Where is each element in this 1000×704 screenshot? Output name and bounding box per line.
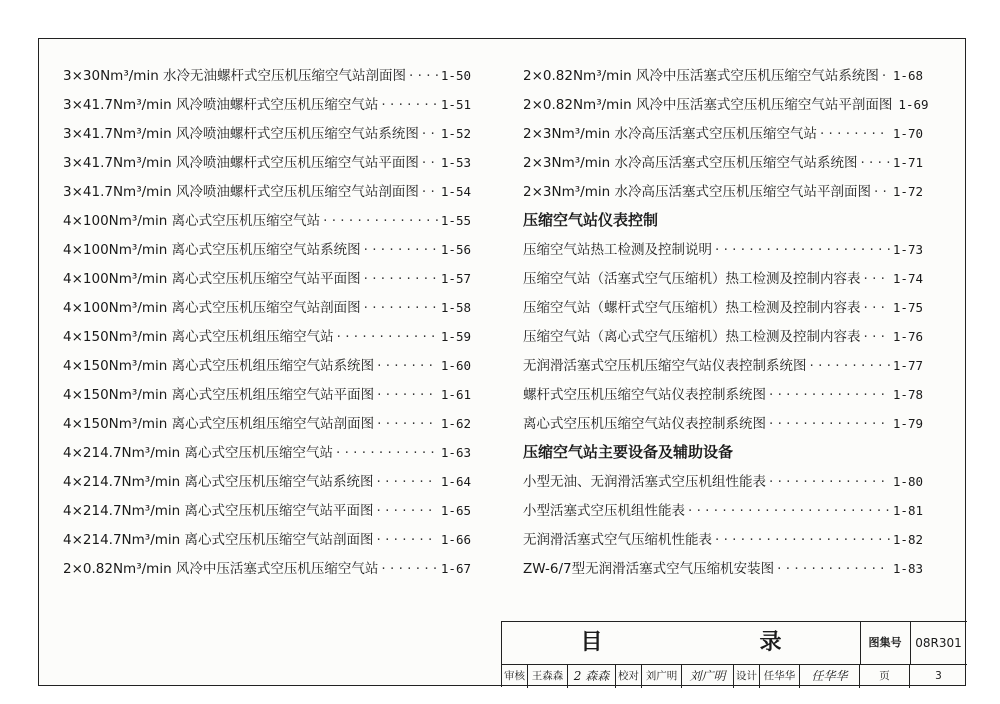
toc-entry-title: ZW-6/7型无润滑活塞式空气压缩机安装图 (523, 561, 775, 577)
toc-entry (63, 467, 471, 496)
dot-leader (820, 120, 890, 149)
toc-entry (63, 61, 471, 90)
title-block (501, 621, 967, 687)
toc-entry (523, 467, 923, 496)
check-label: 校对 (616, 664, 642, 688)
sheet-title-char-1: 目 (580, 630, 603, 655)
toc-entry-title: 离心式空压机压缩空气站仪表控制系统图 (523, 416, 766, 432)
toc-entry-page: 1-60 (440, 358, 471, 373)
toc-entry-page: 1-52 (440, 126, 471, 141)
toc-entry (523, 235, 923, 264)
dot-leader (810, 352, 890, 381)
toc-entry-title: 4×214.7Nm³/min 离心式空压机压缩空气站剖面图 (63, 532, 374, 548)
toc-entry (63, 264, 471, 293)
dot-leader (422, 149, 438, 178)
toc-entry-page: 1-73 (892, 242, 923, 257)
toc-entry (523, 525, 923, 554)
toc-entry-title: 3×41.7Nm³/min 风冷喷油螺杆式空压机压缩空气站 (63, 97, 379, 113)
page-value: 3 (935, 670, 942, 682)
toc-entry-page: 1-82 (892, 532, 923, 547)
toc-entry-page: 1-75 (892, 300, 923, 315)
dot-leader (688, 497, 890, 526)
toc-entry (63, 351, 471, 380)
toc-entry (63, 409, 471, 438)
dot-leader (364, 294, 438, 323)
toc-entry (523, 148, 923, 177)
toc-entry-page: 1-71 (892, 155, 923, 170)
toc-entry (523, 264, 923, 293)
dot-leader (381, 555, 437, 584)
toc-entry-page: 1-76 (892, 329, 923, 344)
toc-entry-page: 1-50 (440, 68, 471, 83)
dot-leader (874, 178, 890, 207)
toc-entry-title: 3×41.7Nm³/min 风冷喷油螺杆式空压机压缩空气站系统图 (63, 126, 419, 142)
atlas-number-value: 08R301 (915, 636, 962, 650)
toc-entry-title: 压缩空气站热工检测及控制说明 (523, 242, 712, 258)
dot-leader (377, 410, 438, 439)
dot-leader (422, 120, 438, 149)
toc-entry (523, 351, 923, 380)
toc-entry (523, 409, 923, 438)
toc-entry (523, 177, 923, 206)
dot-leader (364, 265, 438, 294)
dot-leader (377, 497, 438, 526)
toc-entry-title: 无润滑活塞式空压机压缩空气站仪表控制系统图 (523, 358, 807, 374)
toc-entry (63, 235, 471, 264)
signature-row (502, 664, 967, 688)
dot-leader (777, 555, 890, 584)
dot-leader (377, 526, 438, 555)
toc-entry-title: 4×150Nm³/min 离心式空压机组压缩空气站剖面图 (63, 416, 375, 432)
page-label: 页 (860, 664, 910, 688)
toc-entry-page: 1-68 (892, 68, 923, 83)
toc-entry-page: 1-78 (892, 387, 923, 402)
dot-leader (769, 468, 890, 497)
toc-entry (523, 322, 923, 351)
toc-entry-page: 1-62 (440, 416, 471, 431)
review-label: 审核 (502, 664, 528, 688)
dot-leader (864, 294, 890, 323)
title-block-top-row (502, 622, 967, 665)
toc-entry (63, 90, 471, 119)
toc-section-heading: 压缩空气站仪表控制 (523, 211, 659, 229)
toc-entry-title: 4×150Nm³/min 离心式空压机组压缩空气站平面图 (63, 387, 375, 403)
toc-entry-page: 1-66 (440, 532, 471, 547)
toc-entry-page: 1-70 (892, 126, 923, 141)
toc-entry (523, 293, 923, 322)
toc-entry-page: 1-65 (440, 503, 471, 518)
toc-left-column (63, 61, 471, 583)
dot-leader (715, 236, 890, 265)
toc-entry-title: 3×41.7Nm³/min 风冷喷油螺杆式空压机压缩空气站剖面图 (63, 184, 419, 200)
toc-entry-title: 无润滑活塞式空气压缩机性能表 (523, 532, 712, 548)
toc-entry-page: 1-57 (440, 271, 471, 286)
dot-leader (377, 468, 438, 497)
toc-entry-title: 4×150Nm³/min 离心式空压机组压缩空气站 (63, 329, 334, 345)
drawing-sheet (38, 38, 966, 686)
toc-entry (63, 119, 471, 148)
toc-entry (63, 525, 471, 554)
toc-entry-title: 小型无油、无润滑活塞式空压机组性能表 (523, 474, 766, 490)
toc-entry-title: 4×100Nm³/min 离心式空压机压缩空气站剖面图 (63, 300, 361, 316)
dot-leader (323, 207, 438, 236)
dot-leader (715, 526, 890, 555)
dot-leader (860, 149, 889, 178)
toc-entry (63, 554, 471, 583)
dot-leader (409, 62, 438, 91)
toc-entry-title: 螺杆式空压机压缩空气站仪表控制系统图 (523, 387, 766, 403)
toc-entry (63, 206, 471, 235)
toc-entry (523, 380, 923, 409)
toc-entry-page: 1-51 (440, 97, 471, 112)
dot-leader (864, 323, 890, 352)
toc-entry-title: 压缩空气站（活塞式空气压缩机）热工检测及控制内容表 (523, 271, 861, 287)
dot-leader (377, 381, 438, 410)
toc-entry (523, 119, 923, 148)
toc-entry-page: 1-64 (440, 474, 471, 489)
sheet-title-char-2: 录 (759, 630, 782, 655)
dot-leader (769, 410, 890, 439)
toc-entry (63, 438, 471, 467)
toc-entry-title: 4×214.7Nm³/min 离心式空压机压缩空气站 (63, 445, 334, 461)
toc-entry-page: 1-80 (892, 474, 923, 489)
atlas-number-label: 图集号 (860, 622, 911, 664)
toc-entry-title: 4×214.7Nm³/min 离心式空压机压缩空气站系统图 (63, 474, 374, 490)
toc-entry (63, 496, 471, 525)
toc-entry-title: 2×0.82Nm³/min 风冷中压活塞式空压机压缩空气站 (63, 561, 379, 577)
toc-entry-page: 1-55 (440, 213, 471, 228)
toc-entry (523, 496, 923, 525)
toc-entry-title: 4×214.7Nm³/min 离心式空压机压缩空气站平面图 (63, 503, 374, 519)
toc-entry-page: 1-56 (440, 242, 471, 257)
toc-entry (63, 293, 471, 322)
toc-entry-title: 2×3Nm³/min 水冷高压活塞式空压机压缩空气站平剖面图 (523, 184, 871, 200)
toc-entry (63, 177, 471, 206)
dot-leader (337, 323, 438, 352)
review-name: 王森森 (528, 664, 568, 688)
toc-entry-title: 4×100Nm³/min 离心式空压机压缩空气站 (63, 213, 321, 229)
toc-entry-title: 4×100Nm³/min 离心式空压机压缩空气站平面图 (63, 271, 361, 287)
dot-leader (864, 265, 890, 294)
dot-leader (422, 178, 438, 207)
toc-entry (63, 380, 471, 409)
toc-entry-page: 1-59 (440, 329, 471, 344)
dot-leader (364, 236, 438, 265)
toc-entry-title: 2×3Nm³/min 水冷高压活塞式空压机压缩空气站 (523, 126, 817, 142)
toc-entry-title: 2×3Nm³/min 水冷高压活塞式空压机压缩空气站系统图 (523, 155, 858, 171)
dot-leader (377, 352, 438, 381)
dot-leader (882, 62, 890, 91)
toc-entry (63, 322, 471, 351)
toc-entry-title: 压缩空气站（离心式空气压缩机）热工检测及控制内容表 (523, 329, 861, 345)
dot-leader (381, 91, 437, 120)
toc-entry-page: 1-69 (898, 97, 929, 112)
sheet-title (502, 622, 861, 664)
toc-entry-page: 1-74 (892, 271, 923, 286)
toc-entry-page: 1-53 (440, 155, 471, 170)
toc-entry-page: 1-83 (892, 561, 923, 576)
toc-entry-title: 2×0.82Nm³/min 风冷中压活塞式空压机压缩空气站系统图 (523, 68, 879, 84)
toc-entry-page: 1-63 (440, 445, 471, 460)
dot-leader (769, 381, 890, 410)
design-name: 任华华 (760, 664, 800, 688)
toc-entry-page: 1-77 (892, 358, 923, 373)
toc-entry-page: 1-79 (892, 416, 923, 431)
check-name: 刘广明 (642, 664, 682, 688)
check-signature: 刘广明 (682, 664, 734, 688)
toc-entry-title: 压缩空气站（螺杆式空气压缩机）热工检测及控制内容表 (523, 300, 861, 316)
toc-entry-title: 3×41.7Nm³/min 风冷喷油螺杆式空压机压缩空气站平面图 (63, 155, 419, 171)
toc-entry-title: 4×150Nm³/min 离心式空压机组压缩空气站系统图 (63, 358, 375, 374)
toc-entry-page: 1-81 (892, 503, 923, 518)
toc-right-column (523, 61, 929, 583)
toc-entry (63, 148, 471, 177)
design-signature: 任华华 (800, 664, 860, 688)
toc-entry-page: 1-58 (440, 300, 471, 315)
toc-entry-title: 3×30Nm³/min 水冷无油螺杆式空压机压缩空气站剖面图 (63, 68, 407, 84)
toc-entry (523, 554, 923, 583)
toc-entry-page: 1-72 (892, 184, 923, 199)
toc-entry-title: 小型活塞式空压机组性能表 (523, 503, 685, 519)
toc-entry-page: 1-67 (440, 561, 471, 576)
toc-entry-title: 2×0.82Nm³/min 风冷中压活塞式空压机压缩空气站平剖面图 (523, 97, 893, 113)
toc-entry-page: 1-54 (440, 184, 471, 199)
dot-leader (336, 439, 438, 468)
review-signature: 2 森森 (568, 664, 616, 688)
toc-entry (523, 90, 929, 119)
design-label: 设计 (734, 664, 760, 688)
toc-entry-title: 4×100Nm³/min 离心式空压机压缩空气站系统图 (63, 242, 361, 258)
toc-entry (523, 61, 923, 90)
toc-section-heading: 压缩空气站主要设备及辅助设备 (523, 443, 734, 461)
toc-entry-page: 1-61 (440, 387, 471, 402)
